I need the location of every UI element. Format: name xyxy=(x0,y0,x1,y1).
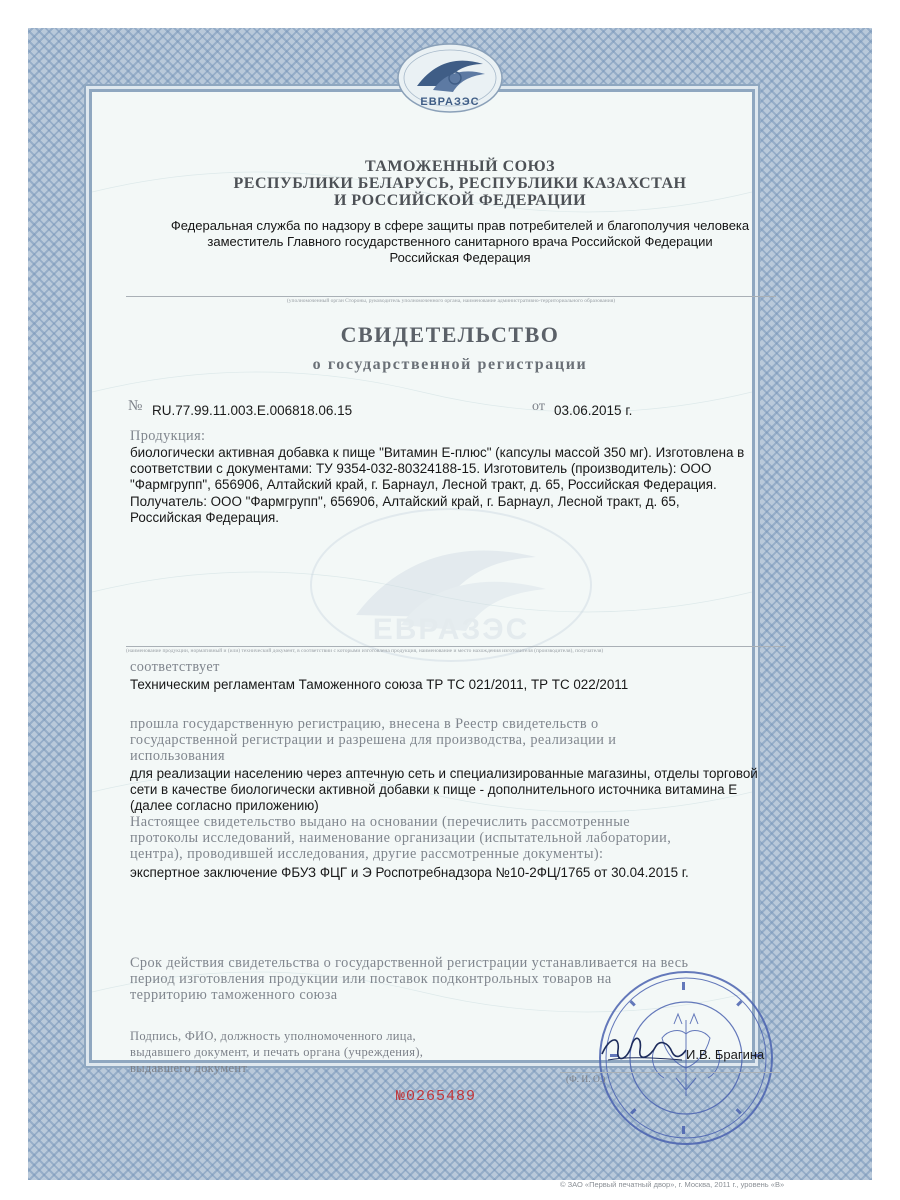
usage-description xyxy=(130,766,795,815)
conformity-value: Техническим регламентам Таможенного союза ТР ТС 021/2011, ТР ТС 022/2011 xyxy=(130,677,629,692)
date-label: от xyxy=(532,399,545,414)
usage-line: сети в качестве биологически активной добавки к пище - дополнительного источника витамина Е xyxy=(130,782,738,798)
emblem-abbr: ЕВРАЗЭС xyxy=(420,96,480,108)
validity-line: Срок действия свидетельства о государственной регистрации устанавливается на весь xyxy=(130,955,689,971)
union-heading-line1: ТАМОЖЕННЫЙ СОЮЗ xyxy=(364,158,556,175)
basis-line: Настоящее свидетельство выдано на основании (перечислить рассмотренные xyxy=(130,814,630,830)
basis-line: протоколы исследований, наименование организации (испытательной лаборатории, xyxy=(130,830,672,847)
printer-credit: © ЗАО «Первый печатный двор», г. Москва, 2011 г., уровень «В» xyxy=(560,1180,785,1189)
serial-number: №0265489 xyxy=(396,1088,477,1105)
usage-line: для реализации населению через аптечную сеть и специализированные магазины, отделы торговой xyxy=(130,766,758,781)
authority-underline xyxy=(126,296,776,297)
product-underline xyxy=(126,646,786,647)
validity-line: территорию таможенного союза xyxy=(130,987,338,1004)
basis-value: экспертное заключение ФБУЗ ФЦГ и Э Роспотребнадзора №10-2ФЦ/1765 от 30.04.2015 г. xyxy=(130,865,689,880)
usage-line: (далее согласно приложению) xyxy=(130,798,319,814)
authority-note: (уполномоченный орган Стороны, руководитель уполномоченного органа, наименование административно-территориального образования) xyxy=(286,298,616,304)
authority-line1: Федеральная служба по надзору в сфере защиты прав потребителей и благополучия человека xyxy=(170,218,750,233)
product-note: (наименование продукции, нормативный и (или) технический документ, в соответствии с которыми изготовлена продукция, наименование и место нахождения изготовителя (производителя), получателя) xyxy=(126,648,604,654)
product-line: соответствии с документами: ТУ 9354-032-80324188-15. Изготовитель (производитель): ООО xyxy=(130,461,712,477)
product-line: Российская Федерация. xyxy=(130,509,280,525)
number-label: № xyxy=(128,398,143,414)
authority-line2: заместитель Главного государственного санитарного врача Российской Федерации xyxy=(207,234,713,249)
basis-statement xyxy=(130,814,780,863)
conformity-label: соответствует xyxy=(130,659,220,675)
certificate-date: 03.06.2015 г. xyxy=(554,403,633,418)
authority-line3: Российская Федерация xyxy=(389,250,531,265)
signature-caption-line: выдавшего документ, и печать органа (учреждения), xyxy=(130,1045,424,1059)
watermark-abbr: ЕВРАЗЭС xyxy=(372,613,530,646)
registration-line: использования xyxy=(130,748,225,765)
handwritten-signature xyxy=(598,1030,688,1070)
registration-line: прошла государственную регистрацию, внесена в Реестр свидетельств о xyxy=(130,716,599,732)
validity-line: период изготовления продукции или поставок подконтрольных товаров на xyxy=(130,971,612,988)
signature-caption xyxy=(130,1028,510,1076)
product-line: "Фармгрупп", 656906, Алтайский край, г. Барнаул, Лесной тракт, д. 65, Российская Федерация. xyxy=(130,477,717,493)
authority-block xyxy=(120,218,800,266)
certificate-subtitle: о государственной регистрации xyxy=(312,356,588,373)
union-heading-line3: И РОССИЙСКОЙ ФЕДЕРАЦИИ xyxy=(333,192,587,209)
signatory-name: И.В. Брагина xyxy=(686,1047,765,1062)
union-heading xyxy=(150,158,770,209)
union-heading-line2: РЕСПУБЛИКИ БЕЛАРУСЬ, РЕСПУБЛИКИ КАЗАХСТАН xyxy=(233,175,687,192)
watermark-emblem xyxy=(306,505,596,665)
product-line: биологически активная добавка к пище "Витамин Е-плюс" (капсулы массой 350 мг). Изготовлена в xyxy=(130,445,745,460)
product-label: Продукция: xyxy=(130,428,206,444)
product-description xyxy=(130,445,790,526)
product-line: Получатель: ООО "Фармгрупп", 656906, Алтайский край, г. Барнаул, Лесной тракт, д. 65, xyxy=(130,493,680,509)
fio-underline xyxy=(560,1072,780,1073)
signature-caption-line: Подпись, ФИО, должность уполномоченного лица, xyxy=(130,1029,416,1043)
certificate-number: RU.77.99.11.003.E.006818.06.15 xyxy=(152,403,353,418)
registration-statement xyxy=(130,716,780,765)
certificate-title: СВИДЕТЕЛЬСТВО xyxy=(340,322,560,347)
euraes-emblem xyxy=(395,42,505,116)
signature-caption-line: выдавшего документ xyxy=(130,1061,248,1075)
registration-line: государственной регистрации и разрешена для производства, реализации и xyxy=(130,732,617,749)
fio-note: (Ф. И. О.) xyxy=(566,1075,606,1085)
basis-line: центра), проводившей исследования, другие рассмотренные документы): xyxy=(130,846,604,863)
